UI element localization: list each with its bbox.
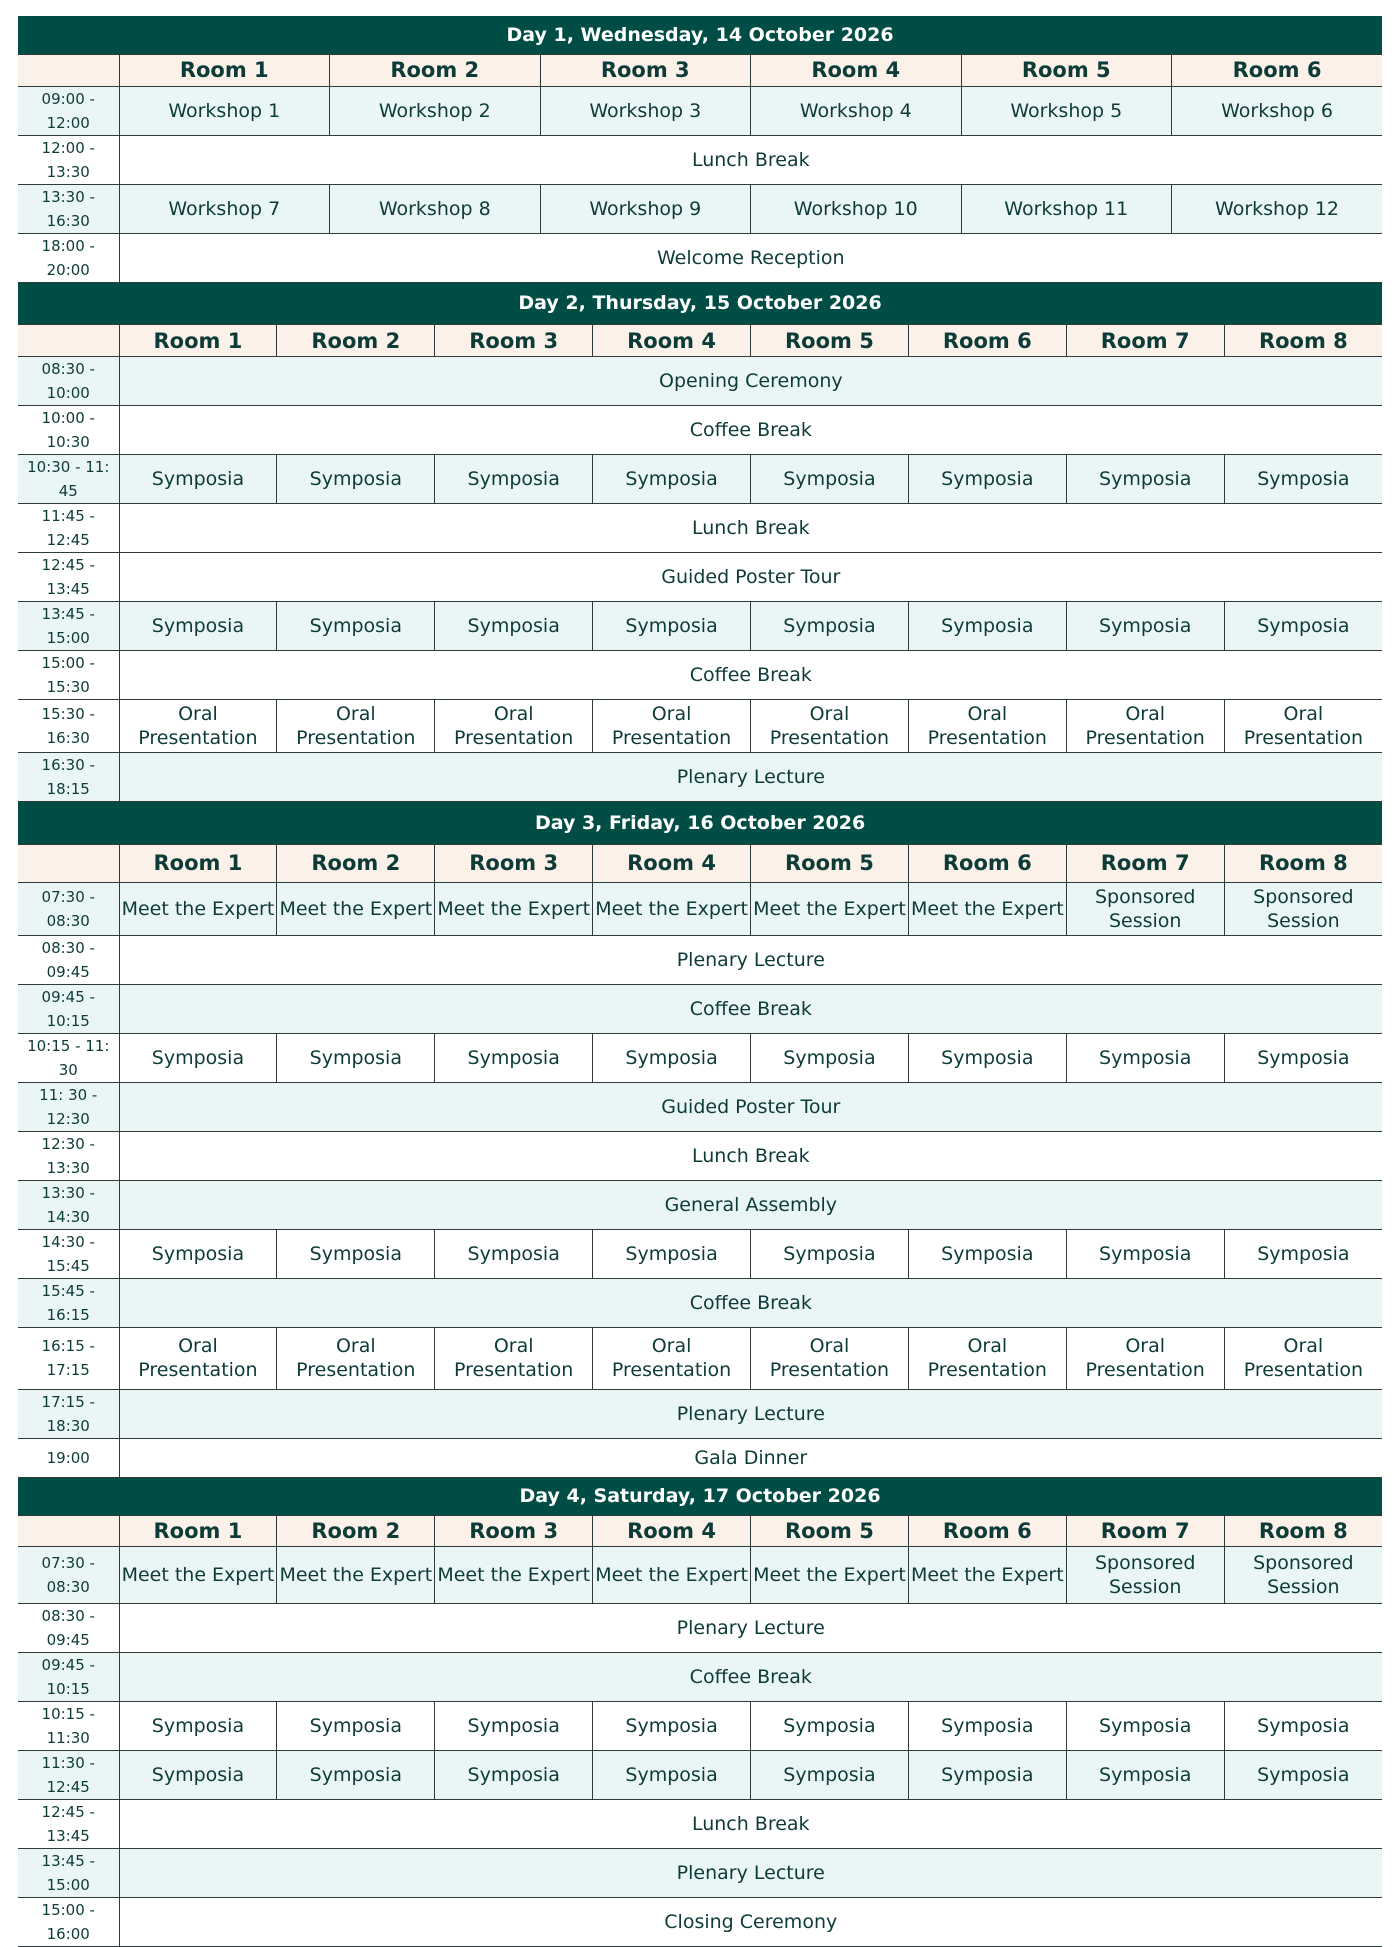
session-cell: Symposia: [1066, 455, 1224, 504]
session-cell: Oral Presentation: [751, 700, 909, 753]
room-header: Room 6: [908, 1516, 1066, 1547]
session-cell: Symposia: [908, 455, 1066, 504]
session-cell: Meet the Expert: [593, 1547, 751, 1604]
session-row: [18, 86, 1382, 135]
time-slot: 17:15 - 18:30: [18, 1389, 119, 1438]
time-slot: 15:00 - 15:30: [18, 651, 119, 700]
session-cell: Workshop 10: [751, 184, 962, 233]
session-row: [18, 1389, 1382, 1438]
session-cell: Workshop 1: [119, 86, 330, 135]
session-cell: Meet the Expert: [908, 882, 1066, 935]
room-header: Room 3: [540, 54, 751, 86]
session-cell: Symposia: [435, 1229, 593, 1278]
session-cell: Meet the Expert: [751, 882, 909, 935]
time-slot: 16:30 - 18:15: [18, 753, 119, 802]
session-cell: Symposia: [751, 455, 909, 504]
session-cell: Meet the Expert: [119, 1547, 277, 1604]
time-slot: 13:30 - 14:30: [18, 1180, 119, 1229]
plenary-session-cell: Coffee Break: [119, 651, 1382, 700]
plenary-session-cell: Plenary Lecture: [119, 1849, 1382, 1898]
session-cell: Meet the Expert: [277, 1547, 435, 1604]
session-cell: Sponsored Session: [1224, 882, 1382, 935]
time-slot: 08:30 - 09:45: [18, 935, 119, 984]
room-header: Room 7: [1066, 325, 1224, 357]
time-slot: 09:45 - 10:15: [18, 1653, 119, 1702]
session-cell: Symposia: [751, 1751, 909, 1800]
time-slot: 13:30 - 16:30: [18, 184, 119, 233]
session-cell: Symposia: [435, 455, 593, 504]
plenary-session-cell: Coffee Break: [119, 406, 1382, 455]
session-cell: Sponsored Session: [1066, 882, 1224, 935]
time-slot: 12:00 - 13:30: [18, 135, 119, 184]
session-cell: Symposia: [119, 1033, 277, 1082]
session-cell: Symposia: [119, 602, 277, 651]
time-slot: 12:30 - 13:30: [18, 1131, 119, 1180]
time-slot: 09:45 - 10:15: [18, 984, 119, 1033]
session-cell: Symposia: [1066, 602, 1224, 651]
session-row: [18, 984, 1382, 1033]
room-header: Room 2: [277, 325, 435, 357]
room-header: Room 7: [1066, 1516, 1224, 1547]
session-cell: Symposia: [751, 1702, 909, 1751]
session-cell: Workshop 7: [119, 184, 330, 233]
session-cell: Symposia: [593, 1751, 751, 1800]
session-row: [18, 700, 1382, 753]
session-cell: Meet the Expert: [435, 882, 593, 935]
session-cell: Oral Presentation: [1224, 1327, 1382, 1389]
session-row: [18, 882, 1382, 935]
plenary-session-cell: Lunch Break: [119, 504, 1382, 553]
session-cell: Oral Presentation: [593, 700, 751, 753]
time-slot: 14:30 - 15:45: [18, 1229, 119, 1278]
session-cell: Symposia: [908, 1751, 1066, 1800]
time-slot: 16:15 - 17:15: [18, 1327, 119, 1389]
room-header: Room 1: [119, 844, 277, 882]
session-cell: Symposia: [751, 602, 909, 651]
session-cell: Symposia: [119, 1751, 277, 1800]
plenary-session-cell: Gala Dinner: [119, 1438, 1382, 1477]
session-cell: Workshop 2: [330, 86, 541, 135]
session-row: [18, 1438, 1382, 1477]
room-header: Room 4: [593, 325, 751, 357]
session-row: [18, 406, 1382, 455]
session-cell: Symposia: [1224, 1702, 1382, 1751]
session-cell: Symposia: [277, 602, 435, 651]
session-cell: Meet the Expert: [593, 882, 751, 935]
session-row: [18, 357, 1382, 406]
session-cell: Symposia: [119, 1229, 277, 1278]
session-cell: Workshop 12: [1172, 184, 1383, 233]
day-2-table: [18, 283, 1382, 803]
session-cell: Oral Presentation: [908, 1327, 1066, 1389]
session-cell: Meet the Expert: [751, 1547, 909, 1604]
session-cell: Oral Presentation: [908, 700, 1066, 753]
session-cell: Symposia: [751, 1229, 909, 1278]
session-cell: Meet the Expert: [119, 882, 277, 935]
session-cell: Oral Presentation: [119, 1327, 277, 1389]
session-row: [18, 1702, 1382, 1751]
session-row: [18, 1180, 1382, 1229]
session-row: [18, 504, 1382, 553]
room-header: Room 5: [751, 325, 909, 357]
session-cell: Workshop 5: [961, 86, 1172, 135]
plenary-session-cell: Coffee Break: [119, 984, 1382, 1033]
session-row: [18, 753, 1382, 802]
time-slot: 15:45 - 16:15: [18, 1278, 119, 1327]
session-cell: Meet the Expert: [277, 882, 435, 935]
session-cell: Workshop 6: [1172, 86, 1383, 135]
session-cell: Symposia: [277, 455, 435, 504]
room-header: Room 5: [751, 844, 909, 882]
plenary-session-cell: Welcome Reception: [119, 233, 1382, 282]
session-cell: Oral Presentation: [435, 1327, 593, 1389]
plenary-session-cell: Coffee Break: [119, 1653, 1382, 1702]
room-header: Room 5: [751, 1516, 909, 1547]
session-cell: Symposia: [435, 1033, 593, 1082]
time-slot: 18:00 - 20:00: [18, 233, 119, 282]
session-cell: Symposia: [1224, 1751, 1382, 1800]
room-header: Room 1: [119, 1516, 277, 1547]
time-column-header: [18, 325, 119, 357]
time-slot: 08:30 - 10:00: [18, 357, 119, 406]
session-cell: Oral Presentation: [1224, 700, 1382, 753]
session-cell: Symposia: [435, 1702, 593, 1751]
session-cell: Symposia: [1224, 602, 1382, 651]
session-cell: Symposia: [435, 602, 593, 651]
time-slot: 08:30 - 09:45: [18, 1604, 119, 1653]
time-slot: 07:30 - 08:30: [18, 1547, 119, 1604]
room-header: Room 6: [908, 325, 1066, 357]
day-header: Day 3, Friday, 16 October 2026: [18, 802, 1382, 844]
room-header: Room 1: [119, 54, 330, 86]
session-row: [18, 1800, 1382, 1849]
room-header: Room 6: [908, 844, 1066, 882]
plenary-session-cell: Opening Ceremony: [119, 357, 1382, 406]
session-row: [18, 1082, 1382, 1131]
time-slot: 15:00 - 16:00: [18, 1898, 119, 1947]
session-cell: Symposia: [435, 1751, 593, 1800]
session-cell: Symposia: [908, 602, 1066, 651]
time-slot: 10:15 - 11: 30: [18, 1033, 119, 1082]
room-header: Room 5: [961, 54, 1172, 86]
session-cell: Workshop 9: [540, 184, 751, 233]
session-row: [18, 1229, 1382, 1278]
day-1-table: [18, 16, 1382, 283]
session-cell: Oral Presentation: [277, 1327, 435, 1389]
session-cell: Sponsored Session: [1066, 1547, 1224, 1604]
session-row: [18, 651, 1382, 700]
session-cell: Symposia: [908, 1033, 1066, 1082]
plenary-session-cell: Guided Poster Tour: [119, 553, 1382, 602]
session-row: [18, 1131, 1382, 1180]
session-cell: Workshop 4: [751, 86, 962, 135]
session-row: [18, 1653, 1382, 1702]
session-cell: Meet the Expert: [435, 1547, 593, 1604]
day-3-table: [18, 802, 1382, 1478]
time-slot: 10:00 - 10:30: [18, 406, 119, 455]
room-header: Room 4: [593, 1516, 751, 1547]
session-cell: Workshop 11: [961, 184, 1172, 233]
time-slot: 15:30 - 16:30: [18, 700, 119, 753]
time-column-header: [18, 54, 119, 86]
session-cell: Workshop 8: [330, 184, 541, 233]
time-slot: 09:00 - 12:00: [18, 86, 119, 135]
session-cell: Symposia: [593, 1229, 751, 1278]
time-slot: 11:30 - 12:45: [18, 1751, 119, 1800]
session-cell: Oral Presentation: [1066, 700, 1224, 753]
time-column-header: [18, 844, 119, 882]
session-cell: Oral Presentation: [119, 700, 277, 753]
room-header: Room 2: [330, 54, 541, 86]
session-row: [18, 135, 1382, 184]
time-slot: 12:45 - 13:45: [18, 1800, 119, 1849]
session-cell: Symposia: [277, 1033, 435, 1082]
session-cell: Oral Presentation: [593, 1327, 751, 1389]
day-header: Day 4, Saturday, 17 October 2026: [18, 1478, 1382, 1516]
session-cell: Symposia: [119, 1702, 277, 1751]
session-row: [18, 455, 1382, 504]
session-cell: Symposia: [1224, 1033, 1382, 1082]
day-header: Day 2, Thursday, 15 October 2026: [18, 283, 1382, 325]
session-cell: Oral Presentation: [277, 700, 435, 753]
room-header: Room 7: [1066, 844, 1224, 882]
session-cell: Symposia: [119, 455, 277, 504]
session-cell: Symposia: [1224, 455, 1382, 504]
session-row: [18, 184, 1382, 233]
session-row: [18, 1604, 1382, 1653]
session-cell: Oral Presentation: [1066, 1327, 1224, 1389]
session-row: [18, 935, 1382, 984]
session-row: [18, 1547, 1382, 1604]
time-slot: 07:30 - 08:30: [18, 882, 119, 935]
session-row: [18, 1327, 1382, 1389]
session-cell: Symposia: [908, 1702, 1066, 1751]
time-slot: 11:45 - 12:45: [18, 504, 119, 553]
room-header: Room 8: [1224, 1516, 1382, 1547]
time-slot: 13:45 - 15:00: [18, 602, 119, 651]
time-slot: 10:30 - 11: 45: [18, 455, 119, 504]
session-cell: Symposia: [593, 1702, 751, 1751]
plenary-session-cell: Closing Ceremony: [119, 1898, 1382, 1947]
plenary-session-cell: Coffee Break: [119, 1278, 1382, 1327]
time-slot: 12:45 - 13:45: [18, 553, 119, 602]
day-4-table: [18, 1478, 1382, 1947]
session-row: [18, 233, 1382, 282]
session-cell: Symposia: [593, 602, 751, 651]
session-row: [18, 553, 1382, 602]
room-header: Room 2: [277, 1516, 435, 1547]
room-header: Room 3: [435, 844, 593, 882]
session-cell: Symposia: [277, 1751, 435, 1800]
plenary-session-cell: Plenary Lecture: [119, 935, 1382, 984]
plenary-session-cell: Plenary Lecture: [119, 1604, 1382, 1653]
room-header: Room 3: [435, 325, 593, 357]
session-cell: Symposia: [277, 1702, 435, 1751]
session-cell: Oral Presentation: [751, 1327, 909, 1389]
room-header: Room 1: [119, 325, 277, 357]
session-cell: Oral Presentation: [435, 700, 593, 753]
plenary-session-cell: Plenary Lecture: [119, 753, 1382, 802]
room-header: Room 8: [1224, 325, 1382, 357]
session-cell: Symposia: [593, 455, 751, 504]
session-cell: Sponsored Session: [1224, 1547, 1382, 1604]
session-cell: Symposia: [593, 1033, 751, 1082]
session-cell: Symposia: [1066, 1751, 1224, 1800]
session-cell: Symposia: [277, 1229, 435, 1278]
time-slot: 19:00: [18, 1438, 119, 1477]
session-row: [18, 1898, 1382, 1947]
time-column-header: [18, 1516, 119, 1547]
session-cell: Symposia: [1066, 1702, 1224, 1751]
room-header: Room 3: [435, 1516, 593, 1547]
session-row: [18, 1849, 1382, 1898]
plenary-session-cell: Lunch Break: [119, 1131, 1382, 1180]
session-cell: Meet the Expert: [908, 1547, 1066, 1604]
session-row: [18, 1033, 1382, 1082]
session-cell: Symposia: [1224, 1229, 1382, 1278]
session-row: [18, 1278, 1382, 1327]
plenary-session-cell: Guided Poster Tour: [119, 1082, 1382, 1131]
session-cell: Symposia: [751, 1033, 909, 1082]
plenary-session-cell: Lunch Break: [119, 1800, 1382, 1849]
plenary-session-cell: Lunch Break: [119, 135, 1382, 184]
session-cell: Symposia: [908, 1229, 1066, 1278]
room-header: Room 2: [277, 844, 435, 882]
session-cell: Symposia: [1066, 1229, 1224, 1278]
time-slot: 13:45 - 15:00: [18, 1849, 119, 1898]
session-cell: Workshop 3: [540, 86, 751, 135]
time-slot: 11: 30 - 12:30: [18, 1082, 119, 1131]
plenary-session-cell: General Assembly: [119, 1180, 1382, 1229]
conference-programme: [18, 16, 1382, 1947]
room-header: Room 8: [1224, 844, 1382, 882]
room-header: Room 4: [751, 54, 962, 86]
session-row: [18, 1751, 1382, 1800]
session-row: [18, 602, 1382, 651]
day-header: Day 1, Wednesday, 14 October 2026: [18, 16, 1382, 54]
time-slot: 10:15 - 11:30: [18, 1702, 119, 1751]
room-header: Room 6: [1172, 54, 1383, 86]
room-header: Room 4: [593, 844, 751, 882]
plenary-session-cell: Plenary Lecture: [119, 1389, 1382, 1438]
session-cell: Symposia: [1066, 1033, 1224, 1082]
